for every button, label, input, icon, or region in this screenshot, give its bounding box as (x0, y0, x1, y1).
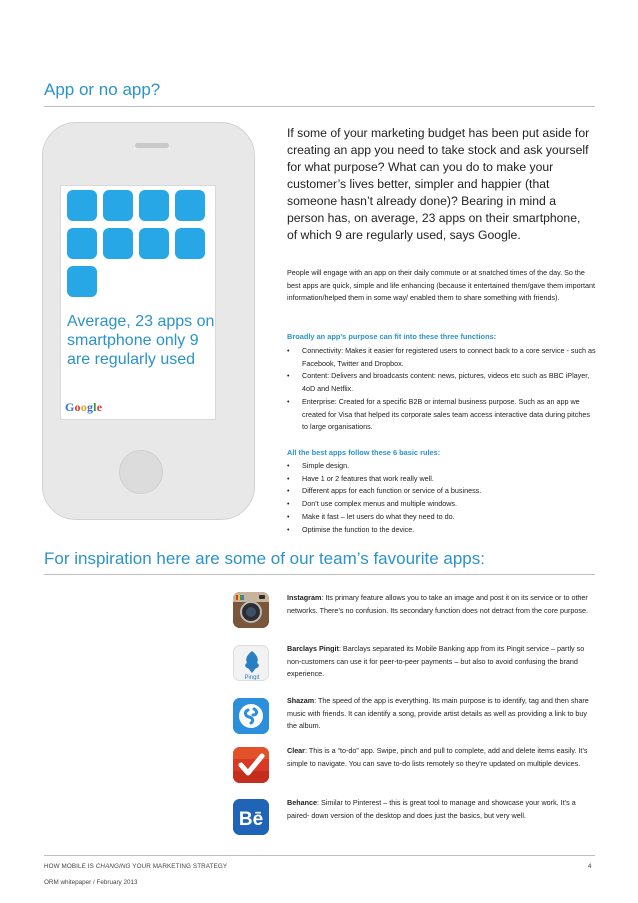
rules-list (287, 460, 597, 536)
app-tile (67, 190, 97, 221)
google-logo: Google (65, 400, 103, 414)
clear-icon (233, 747, 269, 783)
instagram-icon (233, 592, 269, 628)
inspiration-divider (44, 574, 595, 575)
phone-speaker (135, 143, 169, 148)
intro-text: If some of your marketing budget has been put aside for creating an app you need to take stock and ask yourself for what purpose? What can you do to make your customer’s lives better, simpler and happier (that someone hasn’t already done)? Bearing in mind a person has, on average, 23 apps on their smartphone, of which 9 are regularly used, says Google. (287, 126, 590, 242)
phone-statistic: Average, 23 apps on smartphone only 9 are regularly used (67, 313, 215, 368)
app-tile (67, 228, 97, 259)
app-description-pingit: Barclays Pingit: Barclays separated its Mobile Banking app from its Pingit service – partly so non-customers can use it for peer-to-peer payments – but also to avoid confusing the brand experience. (287, 644, 585, 679)
list-item: • Content: Delivers and broadcasts content: news, pictures, videos etc such as BBC iPlayer, 4oD and Netflix. (287, 370, 597, 395)
phone-illustration (42, 122, 255, 520)
list-item: • Don’t use complex menus and multiple windows. (287, 498, 597, 511)
app-tile (175, 228, 205, 259)
behance-icon (233, 799, 269, 835)
list-item: • Have 1 or 2 features that work really well. (287, 473, 597, 486)
list-item: • Different apps for each function or service of a business. (287, 485, 597, 498)
app-tile (103, 190, 133, 221)
footer-title: HOW MOBILE IS CHANGING YOUR MARKETING STRATEGY (44, 863, 228, 870)
app-description-shazam: Shazam: The speed of the app is everything. Its main purpose is to identify, tag and then share music with friends. It can identify a song, provide artist details as well as providing a link to buy the album. (287, 696, 589, 731)
pingit-icon (233, 645, 269, 681)
inspiration-heading: For inspiration here are some of our team’s favourite apps: (44, 549, 485, 568)
functions-list (287, 345, 597, 434)
app-description-instagram: Instagram: Its primary feature allows you to take an image and post it on its service or to other networks. There’s no confusion. Its secondary function does not detract from the core purpose. (287, 593, 588, 615)
svg-text:Bē: Bē (238, 809, 264, 830)
rules-heading: All the best apps follow these 6 basic rules: (287, 448, 441, 457)
title-divider (44, 106, 595, 107)
app-tile (175, 190, 205, 221)
page-title: App or no app? (44, 80, 161, 99)
footer-divider (44, 855, 595, 856)
app-tile (139, 190, 169, 221)
svg-text:Pingit: Pingit (244, 675, 260, 681)
functions-heading: Broadly an app’s purpose can fit into these three functions: (287, 332, 497, 341)
body-paragraph: People will engage with an app on their daily commute or at snatched times of the day. So the best apps are quick, simple and life enhancing (because it entertained them/gave them important information/helped them in some way/ enabled them to share something with friends). (287, 268, 596, 303)
app-description-behance: Behance: Similar to Pinterest – this is great tool to manage and showcase your work. It’s a paired- down version of the desktop and does just the basics, but very well. (287, 798, 576, 820)
list-item: • Enterprise: Created for a specific B2B or internal business purpose. Such as an app we created for Visa that helped its corporate sales team access interactive data during pitches to large organisations. (287, 396, 597, 434)
app-tile (103, 228, 133, 259)
page-number: 4 (588, 863, 592, 870)
list-item: • Optimise the function to the device. (287, 524, 597, 537)
app-tile (67, 266, 97, 297)
app-tile (139, 228, 169, 259)
phone-home-button (119, 450, 163, 494)
shazam-icon (233, 698, 269, 734)
list-item: • Simple design. (287, 460, 597, 473)
app-description-clear: Clear: This is a “to-do” app. Swipe, pinch and pull to complete, add and delete items easily. It’s simple to navigate. You can save to-do lists remotely so they’re updated on multiple devices. (287, 746, 588, 768)
footer-subtitle: ORM whitepaper / February 2013 (44, 879, 138, 886)
list-item: • Make it fast – let users do what they need to do. (287, 511, 597, 524)
list-item: • Connectivity: Makes it easier for registered users to connect back to a core service - such as Facebook, Twitter and Dropbox. (287, 345, 597, 370)
phone-screen (60, 185, 216, 420)
